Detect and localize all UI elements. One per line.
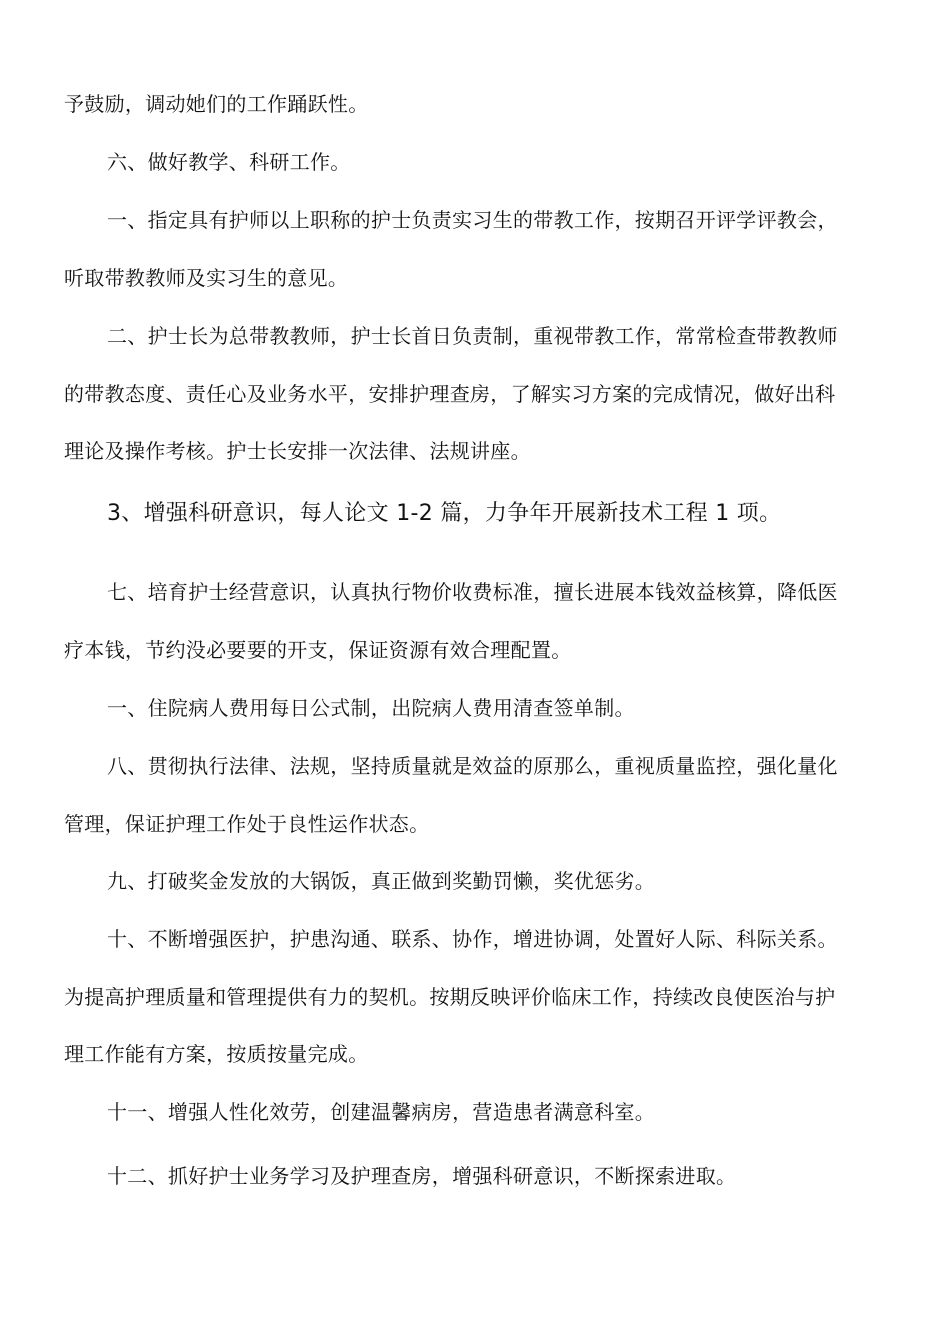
- section-heading-six: 六、做好教学、科研工作。: [107, 150, 351, 174]
- paragraph-line: 疗本钱，节约没必要要的开支，保证资源有效合理配置。: [64, 638, 572, 662]
- paragraph-line: 管理，保证护理工作处于良性运作状态。: [64, 812, 430, 836]
- section-heading-nine: 九、打破奖金发放的大锅饭，真正做到奖勤罚懒，奖优惩劣。: [107, 869, 656, 893]
- paragraph-line: 一、指定具有护师以上职称的护士负责实习生的带教工作，按期召开评学评教会，: [107, 208, 838, 232]
- paragraph-line: 二、护士长为总带教教师，护士长首日负责制，重视带教工作，常常检查带教教师: [107, 324, 838, 348]
- section-heading-seven: 七、培育护士经营意识，认真执行物价收费标准，擅长进展本钱效益核算，降低医: [107, 580, 838, 604]
- paragraph-line: 3、增强科研意识，每人论文 1-2 篇，力争年开展新技术工程 1 项。: [107, 501, 782, 526]
- section-heading-ten: 十、不断增强医护，护患沟通、联系、协作，增进协调，处置好人际、科际关系。: [107, 927, 838, 951]
- section-heading-twelve: 十二、抓好护士业务学习及护理查房，增强科研意识，不断探索进取。: [107, 1164, 737, 1188]
- paragraph-line: 理论及操作考核。护士长安排一次法律、法规讲座。: [64, 439, 531, 463]
- paragraph-line: 理工作能有方案，按质按量完成。: [64, 1042, 369, 1066]
- paragraph-line: 一、住院病人费用每日公式制，出院病人费用清查签单制。: [107, 696, 635, 720]
- paragraph-line: 听取带教教师及实习生的意见。: [64, 266, 349, 290]
- paragraph-line: 为提高护理质量和管理提供有力的契机。按期反映评价临床工作，持续改良使医治与护: [64, 985, 836, 1009]
- paragraph-line: 予鼓励，调动她们的工作踊跃性。: [64, 92, 369, 116]
- paragraph-line: 的带教态度、责任心及业务水平，安排护理查房，了解实习方案的完成情况，做好出科: [64, 382, 836, 406]
- section-heading-eight: 八、贯彻执行法律、法规，坚持质量就是效益的原那么，重视质量监控，强化量化: [107, 754, 838, 778]
- section-heading-eleven: 十一、增强人性化效劳，创建温馨病房，营造患者满意科室。: [107, 1100, 656, 1124]
